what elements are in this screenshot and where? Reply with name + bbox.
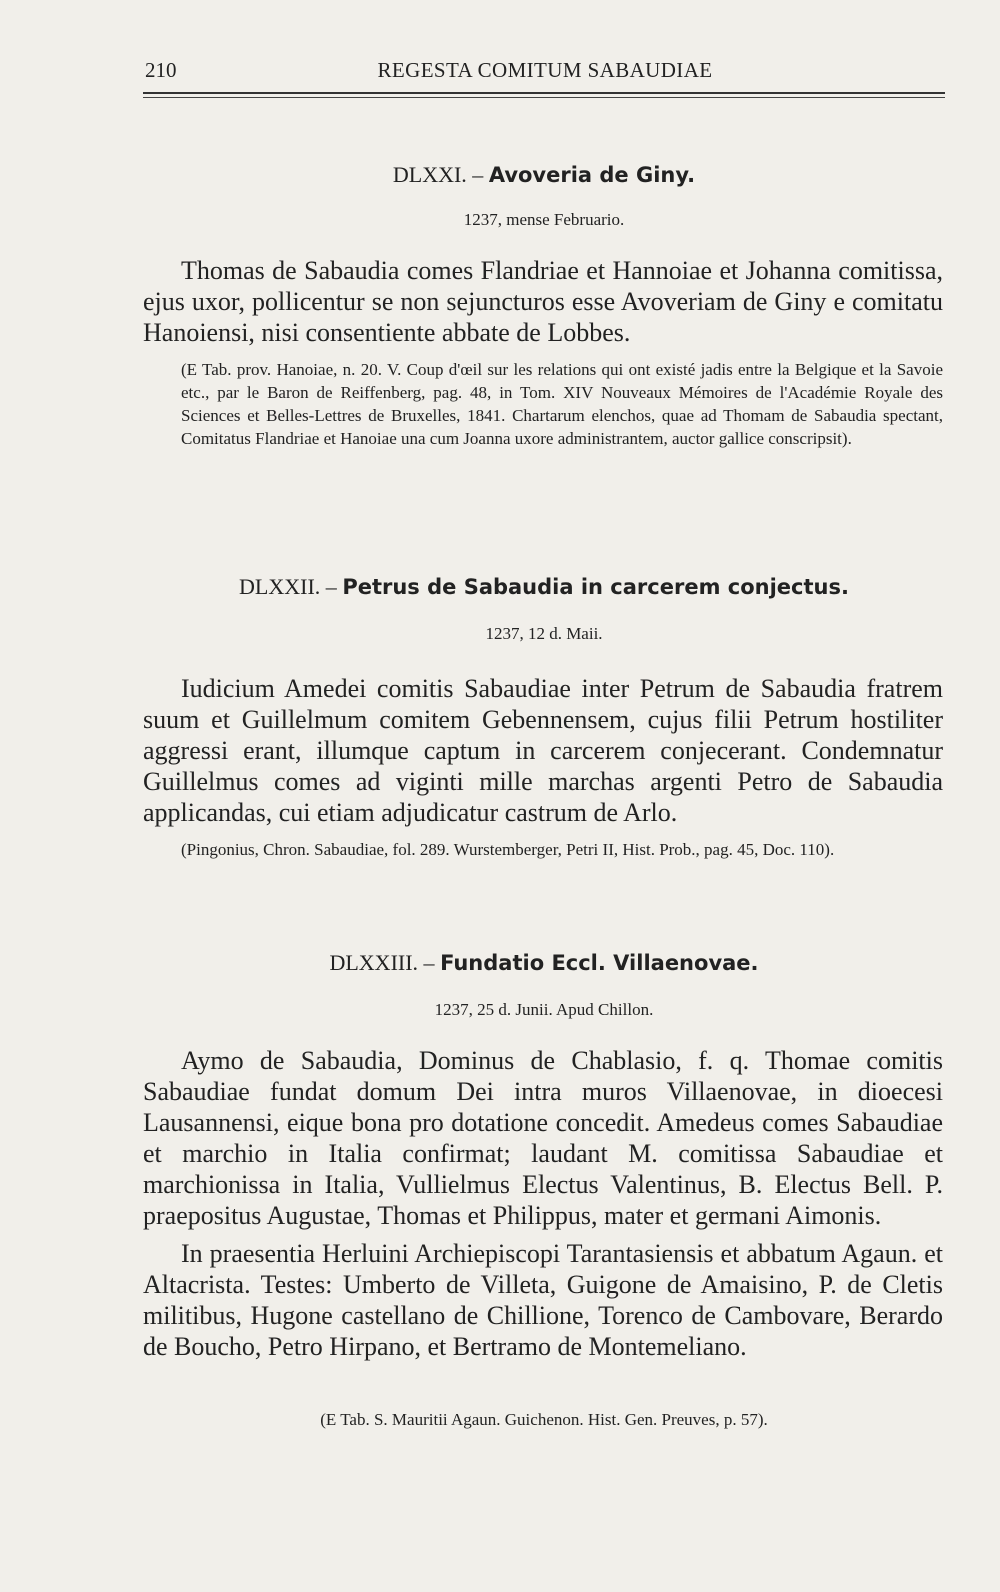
page-number: 210 — [145, 58, 177, 82]
page-header — [145, 58, 945, 88]
entry-heading — [143, 950, 945, 976]
entry-date: 1237, 25 d. Junii. Apud Chillon. — [434, 1000, 654, 1019]
entry-source: (Pingonius, Chron. Sabaudiae, fol. 289. Wurstemberger, Petri II, Hist. Prob., pag. 45, Doc. 110). — [181, 840, 835, 859]
entry-date: 1237, 12 d. Maii. — [485, 624, 603, 643]
entry-body: Iudicium Amedei comitis Sabaudiae inter Petrum de Sabaudia fratrem suum et Guillelmum comitem Gebennensem, cujus filii Petrum hostiliter aggressi erant, illumque captum in carcerem conjecerant. Condemnatur Guillelmus comes ad viginti mille marchas argenti Petro de Sabaudia applicandas, cui etiam adjudicatur castrum de Arlo. — [143, 674, 943, 827]
entry-heading — [143, 574, 945, 600]
entry-title: Petrus de Sabaudia in carcerem conjectus. — [342, 575, 849, 599]
entry-body: Aymo de Sabaudia, Dominus de Chablasio, f. q. Thomae comitis Sabaudiae fundat domum Dei intra muros Villaenovae, in dioecesi Lausannensi, eique bona pro dotatione concedit. Amedeus comes Sabaudiae et marchio in Italia confirmat; laudant M. comitissa Sabaudiae et marchionissa in Italia, Vullielmus Electus Valentinus, B. Electus Bell. P. praepositus Augustae, Thomas et Philippus, mater et germani Aimonis. — [143, 1046, 943, 1230]
entry-number: DLXXIII. – — [329, 950, 435, 975]
entry-title: Fundatio Eccl. Villaenovae. — [440, 951, 759, 975]
running-title: REGESTA COMITUM SABAUDIAE — [377, 58, 713, 82]
header-rule — [143, 92, 945, 94]
entry-source: (E Tab. S. Mauritii Agaun. Guichenon. Hist. Gen. Preuves, p. 57). — [320, 1410, 768, 1429]
entry-number: DLXXII. – — [239, 574, 337, 599]
entry-heading — [143, 162, 945, 188]
entry-title: Avoveria de Giny. — [488, 163, 696, 187]
entry-date: 1237, mense Februario. — [463, 210, 625, 229]
header-rule-thin — [143, 97, 945, 98]
entry-source: (E Tab. prov. Hanoiae, n. 20. V. Coup d'œil sur les relations qui ont existé jadis entre la Belgique et la Savoie etc., par le Baron de Reiffenberg, pag. 48, in Tom. XIV Nouveaux Mémoires de l'Académie Royale des Sciences et Belles-Lettres de Bruxelles, 1841. Chartarum elenchos, quae ad Thomam de Sabaudia spectant, Comitatus Flandriae et Hanoiae una cum Joanna uxore administrantem, auctor gallice conscripsit). — [181, 360, 943, 448]
entry-number: DLXXI. – — [392, 162, 484, 187]
entry-body-continued: In praesentia Herluini Archiepiscopi Tarantasiensis et abbatum Agaun. et Altacrista. Testes: Umberto de Villeta, Guigone de Amaisino, P. de Cletis militibus, Hugone castellano de Chillione, Torenco de Cambovare, Berardo de Boucho, Petro Hirpano, et Bertramo de Montemeliano. — [143, 1239, 943, 1361]
entry-body: Thomas de Sabaudia comes Flandriae et Hannoiae et Johanna comitissa, ejus uxor, pollicentur se non sejuncturos esse Avoveriam de Giny e comitatu Hanoiensi, nisi consentiente abbate de Lobbes. — [143, 256, 943, 347]
